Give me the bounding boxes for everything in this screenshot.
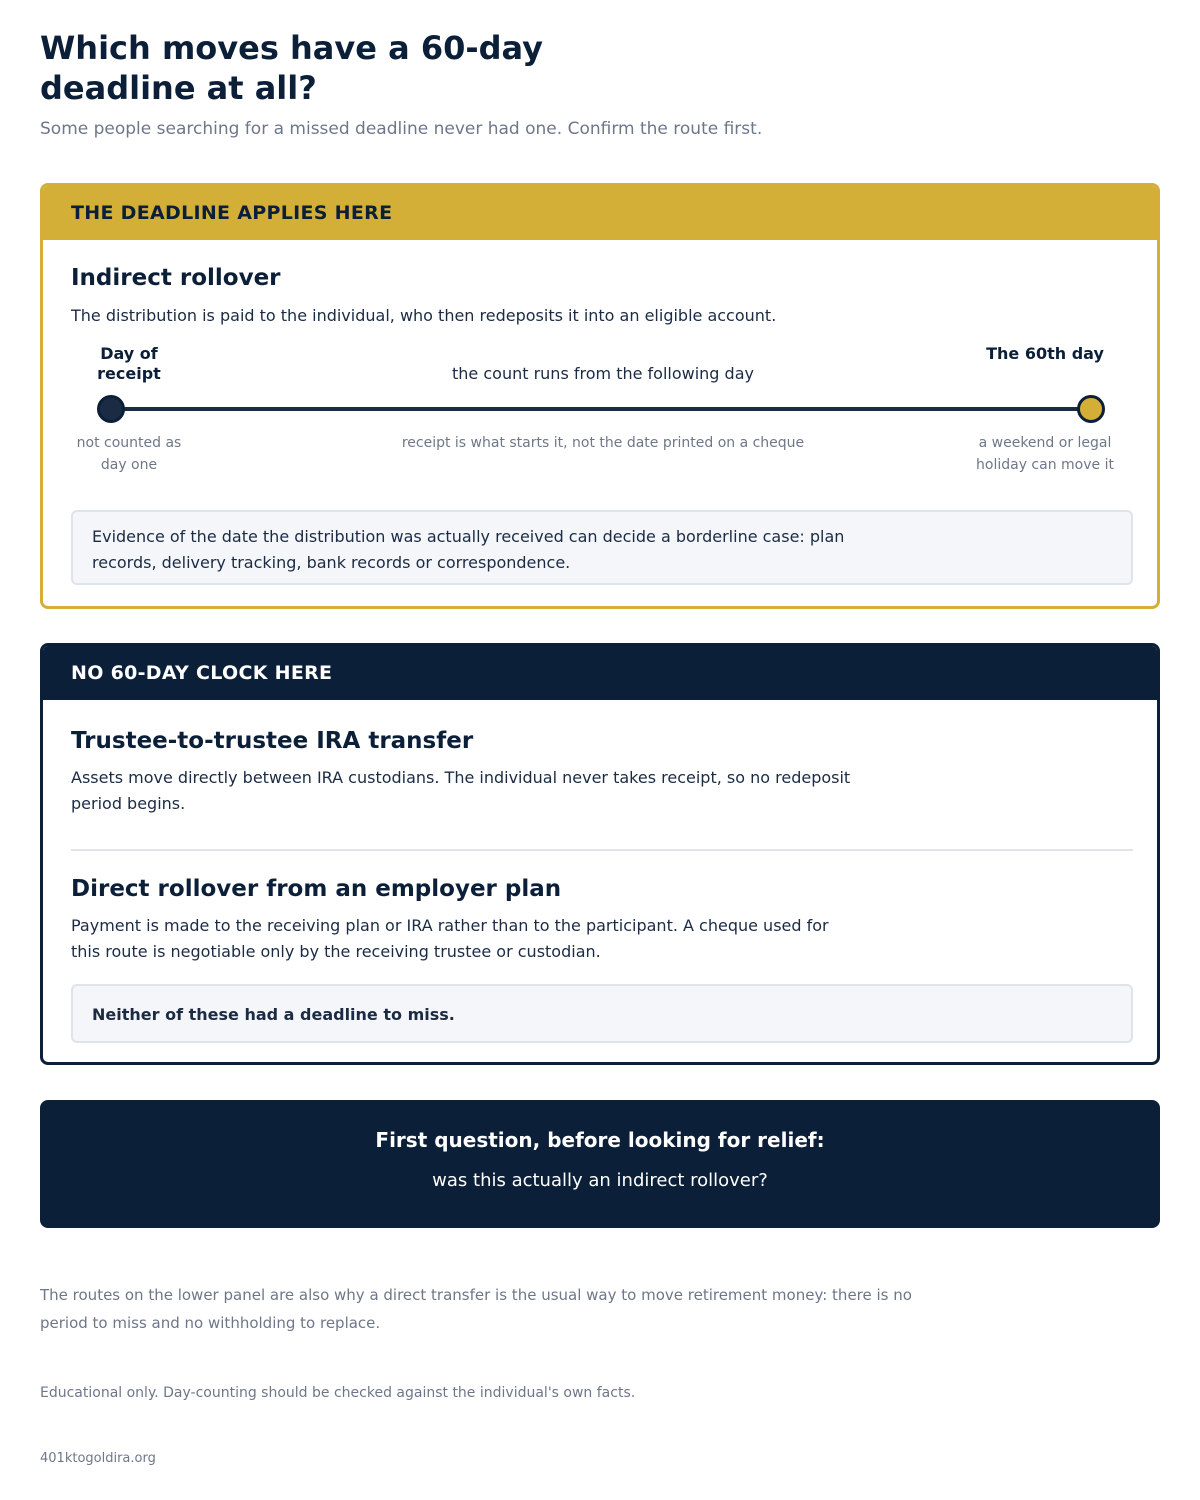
indirect-rollover-description: The distribution is paid to the individual, who then redeposits it into an eligible account. — [71, 306, 777, 325]
page-title: Which moves have a 60-day deadline at all? — [40, 29, 544, 107]
timeline-end-label: The 60th day — [986, 344, 1104, 363]
banner-question: First question, before looking for relief: — [375, 1128, 825, 1152]
footer-note: The routes on the lower panel are also why a direct transfer is the usual way to move retirement money: there is no period to miss and no withholding to replace. — [40, 1286, 912, 1332]
timeline-middle-note: receipt is what starts it, not the date printed on a cheque — [401, 435, 805, 451]
evidence-callout: Evidence of the date the distribution was actually received can decide a borderline case: plan records, delivery tracking, bank records or correspondence. — [71, 510, 1133, 585]
no-clock-panel — [40, 643, 1160, 1065]
disclaimer: Educational only. Day-counting should be checked against the individual's own facts. — [40, 1385, 636, 1401]
trustee-transfer-title: Trustee-to-trustee IRA transfer — [71, 728, 474, 754]
no-clock-panel-heading: NO 60-DAY CLOCK HERE — [43, 646, 1157, 700]
timeline-start-label: Day of receipt — [97, 344, 161, 383]
banner-answer: was this actually an indirect rollover? — [432, 1170, 768, 1191]
page-subtitle: Some people searching for a missed deadline never had one. Confirm the route first. — [40, 119, 763, 139]
timeline-middle-label: the count runs from the following day — [452, 364, 754, 383]
trustee-transfer-description: Assets move directly between IRA custodians. The individual never takes receipt, so no redeposit period begins. — [71, 768, 851, 813]
timeline-end-marker — [1077, 395, 1105, 423]
site-url: 401ktogoldira.org — [40, 1451, 156, 1466]
no-deadline-callout: Neither of these had a deadline to miss. — [71, 984, 1133, 1043]
direct-rollover-description: Payment is made to the receiving plan or IRA rather than to the participant. A cheque used for this route is negotiable only by the receiving trustee or custodian. — [71, 916, 829, 961]
timeline-end-note: a weekend or legal holiday can move it — [976, 435, 1114, 473]
deadline-panel — [40, 183, 1160, 609]
timeline-start-note: not counted as day one — [76, 435, 182, 473]
direct-rollover-title: Direct rollover from an employer plan — [71, 876, 562, 902]
timeline-start-marker — [97, 395, 125, 423]
deadline-panel-heading: THE DEADLINE APPLIES HERE — [43, 186, 1157, 240]
section-divider — [71, 849, 1133, 851]
first-question-banner — [40, 1100, 1160, 1228]
indirect-rollover-title: Indirect rollover — [71, 265, 281, 291]
timeline-track — [111, 407, 1093, 411]
